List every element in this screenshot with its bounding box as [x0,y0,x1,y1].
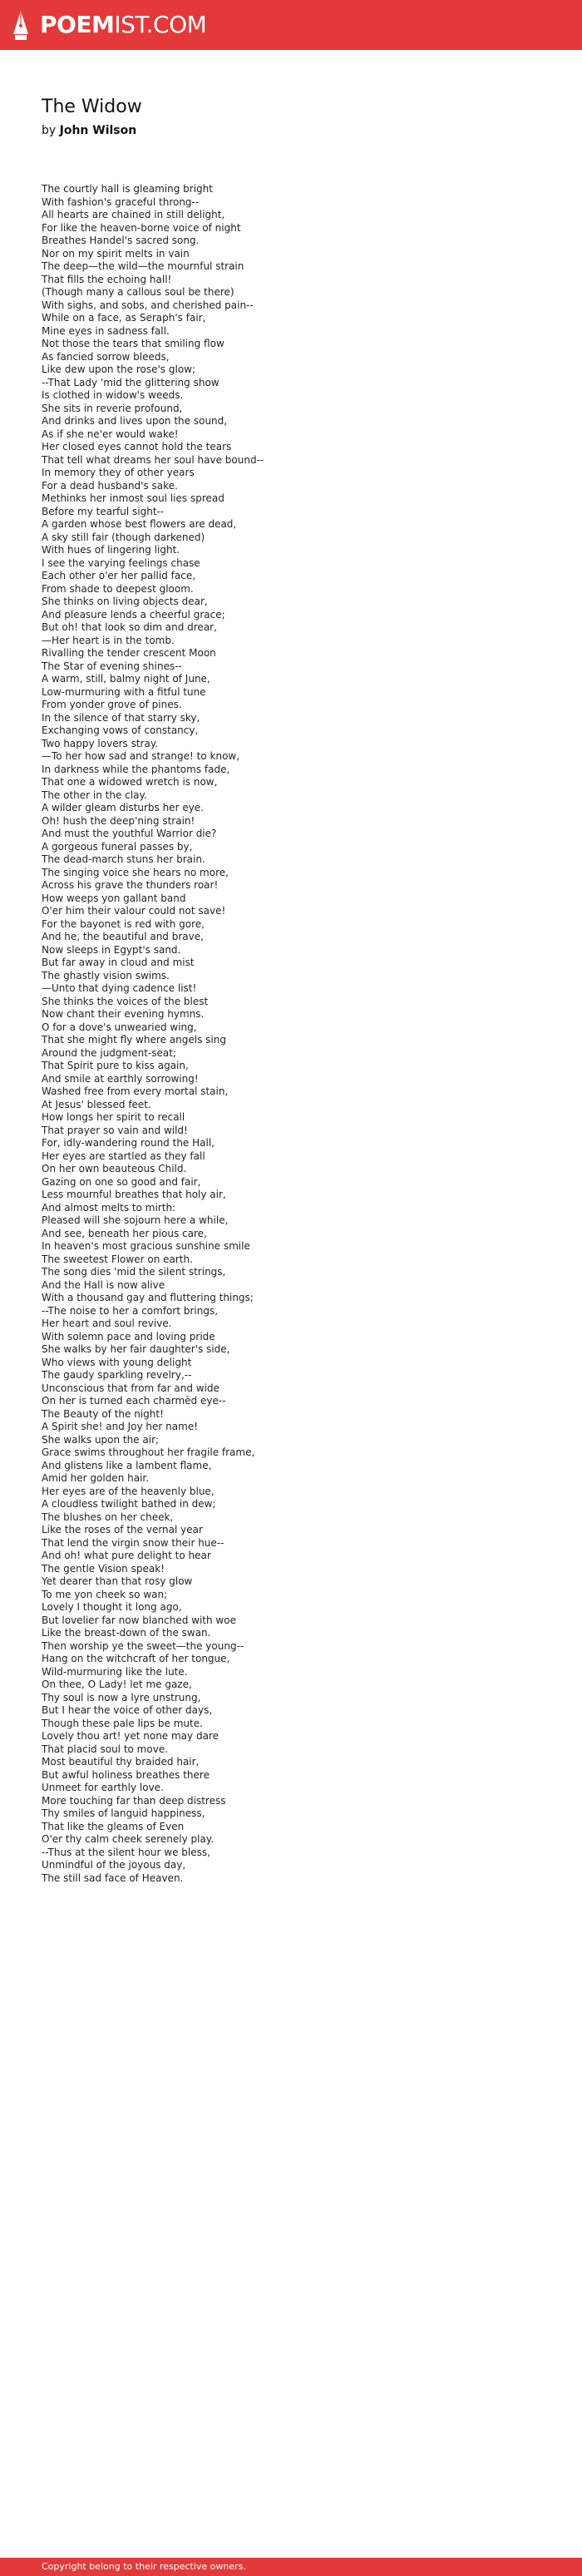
poem-line: Across his grave the thunders roar! [42,879,219,891]
poem-title: The Widow [42,96,142,117]
poem-line: (Though many a callous soul be there) [42,286,234,298]
poem-line: The still sad face of Heaven. [42,1871,184,1884]
poem-line: With solemn pace and loving pride [42,1330,215,1342]
poem-line: And smile at earthly sorrowing! [42,1072,199,1085]
poem-line: With fashion's graceful throng-- [42,195,200,208]
poem-line: In heaven's most gracious sunshine smile [42,1240,250,1252]
poem-line: In darkness while the phantoms fade, [42,763,230,775]
poem-line: Low-murmuring with a fitful tune [42,685,206,698]
poem-line: But I hear the voice of other days, [42,1704,213,1716]
poem-line: Like the roses of the vernal year [42,1524,203,1535]
poem-line: At Jesus' blessed feet. [42,1098,151,1110]
poem-line: Like the breast-down of the swan. [42,1627,211,1639]
poem-line: Each other o'er her pallid face, [42,570,196,581]
poem-line: Mine eyes in sadness fall. [42,324,170,337]
poem-line: While on a face, as Seraph's fair, [42,312,206,324]
poem-line: —Her heart is in the tomb. [42,634,175,646]
site-footer [0,2558,582,2576]
poem-line: On her is turned each charmèd eye-- [42,1395,226,1407]
poem-line: Unconscious that from far and wide [42,1382,219,1394]
poem-line: Lovely thou art! yet none may dare [42,1730,219,1742]
poem-line: The Star of evening shines-- [42,660,182,672]
poem-line: As if she ne'er would wake! [42,428,179,440]
poem-line: O for a dove's unwearied wing, [42,1021,197,1033]
author-link[interactable]: John Wilson [59,124,137,137]
poem-line: But awful holiness breathes there [42,1768,210,1781]
poem-line: The deep—the wild—the mournful strain [42,260,244,272]
poem-line: And drinks and lives upon the sound, [42,415,228,427]
poem-line: And oh! what pure delight to hear [42,1550,211,1561]
poem-line: A wilder gleam disturbs her eye. [42,802,204,813]
poem-line: How weeps yon gallant band [42,892,186,904]
poem-line: Her closed eyes cannot hold the tears [42,441,232,452]
poem-line: Washed free from every mortal stain, [42,1085,229,1097]
poem-body [42,183,540,1885]
poem-line: The Beauty of the night! [42,1407,164,1420]
poem-line: Oh! hush the deep'ning strain! [42,814,195,827]
poem-line: That she might fly where angels sing [42,1034,226,1046]
poem-line: O'er him their valour could not save! [42,905,226,917]
poem-line: That one a widowed wretch is now, [42,776,218,788]
poem-line: More touching far than deep distress [42,1794,226,1807]
byline [42,122,136,139]
poem-line: With sighs, and sobs, and cherished pain-- [42,299,254,311]
poem-line: That Spirit pure to kiss again, [42,1060,189,1071]
pen-nib-icon [12,9,30,41]
poem-line: Pleased will she sojourn here a while, [42,1214,229,1226]
poem-line: Amid her golden hair. [42,1472,150,1484]
poem-line: --The noise to her a comfort brings, [42,1304,219,1317]
poem-line: The gaudy sparkling revelry,-- [42,1369,192,1381]
poem-line: As fancied sorrow bleeds, [42,350,170,363]
poem-line: In memory they of other years [42,467,195,478]
poem-line: Thy smiles of languid happiness, [42,1807,205,1819]
poem-line: The blushes on her cheek, [42,1510,174,1523]
poem-line: --Thus at the silent hour we bless, [42,1846,210,1858]
poem-line: For, idly-wandering round the Hall, [42,1137,215,1149]
poem-line: Methinks her inmost soul lies spread [42,492,224,504]
poem-line: How longs her spirit to recall [42,1111,185,1123]
poem-line: And pleasure lends a cheerful grace; [42,608,225,621]
poem-line: Exchanging vows of constancy, [42,724,199,736]
poem-line: From shade to deepest gloom. [42,582,194,595]
poem-line: The dead-march stuns her brain. [42,853,205,865]
poem-line: The song dies 'mid the silent strings, [42,1266,226,1278]
poem-line: And see, beneath her pious care, [42,1227,207,1239]
poem-line: All hearts are chained in still delight, [42,209,225,220]
poem-line: But lovelier far now blanched with woe [42,1614,236,1626]
poem-line: Thy soul is now a lyre unstrung, [42,1691,201,1703]
poem-line: She walks upon the air; [42,1433,160,1446]
poem-line: Grace swims throughout her fragile frame, [42,1446,255,1458]
poem-line: Most beautiful thy braided hair, [42,1756,200,1768]
poem-line: That tell what dreams her soul have bound-- [42,453,264,466]
poem-line: Lovely I thought it long ago, [42,1601,182,1613]
poem-line: The other in the clay. [42,789,147,801]
poem-line: Who views with young delight [42,1356,192,1368]
poem-line: Two happy lovers stray. [42,737,159,749]
poem-line: And must the youthful Warrior die? [42,828,217,839]
site-logo-link[interactable] [40,11,206,39]
poem-line: From yonder grove of pines. [42,699,182,710]
poem-line: And the Hall is now alive [42,1278,165,1291]
poem-line: Is clothed in widow's weeds. [42,389,184,401]
poem-line: And he, the beautiful and brave, [42,931,204,942]
poem-line: Like dew upon the rose's glow; [42,363,196,375]
poem-line: Though these pale lips be mute. [42,1717,203,1729]
poem-line: Before my tearful sight-- [42,505,165,517]
poem-line: I see the varying feelings chase [42,556,200,569]
poem-line: She thinks on living objects dear, [42,596,208,607]
site-header [0,0,582,50]
poem-line: On her own beauteous Child. [42,1163,187,1174]
poem-line: That placid soul to move. [42,1743,169,1755]
poem-line: A warm, still, balmy night of June, [42,673,210,685]
poem-line: —Unto that dying cadence list! [42,982,197,994]
poem-line: The singing voice she hears no more, [42,866,229,878]
poem-line: Not those the tears that smiling flow [42,338,224,349]
poem-line: For a dead husband's sake. [42,479,178,492]
poem-line: The ghastly vision swims. [42,969,170,981]
poem-line: For like the heaven-borne voice of night [42,221,241,234]
poem-line: Rivalling the tender crescent Moon [42,647,216,659]
poem-line: And almost melts to mirth: [42,1201,176,1214]
byline-prefix: by [42,124,57,137]
poem-line: Unmindful of the joyous day, [42,1859,186,1871]
poem-line: Nor on my spirit melts in vain [42,247,190,260]
copyright-text: Copyright belong to their respective owners. [42,2561,246,2572]
poem-line: In the silence of that starry sky, [42,711,200,724]
poem-line: On thee, O Lady! let me gaze, [42,1679,192,1690]
poem-line: A cloudless twilight bathed in dew; [42,1498,216,1510]
poem-line: A Spirit she! and Joy her name! [42,1421,199,1432]
poem-line: A sky still fair (though darkened) [42,531,205,543]
poem-line: Yet dearer than that rosy glow [42,1575,193,1587]
poem-line: And glistens like a lambent flame, [42,1459,212,1471]
poem-line: A garden whose best flowers are dead, [42,518,237,530]
poem-line: O'er thy calm cheek serenely play. [42,1833,215,1845]
poem-line: Breathes Handel's sacred song. [42,235,200,246]
poem-line: Then worship ye the sweet—the young-- [42,1639,244,1652]
poem-line: With hues of lingering light. [42,544,180,556]
poem-line: She thinks the voices of the blest [42,995,209,1007]
poem-line: Unmeet for earthly love. [42,1782,164,1793]
poem-line: That lend the virgin snow their hue-- [42,1536,224,1549]
poem-line: Now sleeps in Egypt's sand. [42,943,181,956]
poem-line: For the bayonet is red with gore, [42,917,205,930]
logo-bold-text: POEM [40,11,115,38]
poem-line: The gentle Vision speak! [42,1562,165,1575]
poem-line: That prayer so vain and wild! [42,1124,188,1136]
poem-line: Her heart and soul revive. [42,1318,172,1329]
poem-line: —To her how sad and strange! to know, [42,750,240,762]
poem-line: But oh! that look so dim and drear, [42,621,217,633]
poem-line: Less mournful breathes that holy air, [42,1189,226,1200]
poem-line: That like the gleams of Even [42,1820,185,1832]
poem-line: She sits in reverie profound, [42,402,183,414]
poem-line: The sweetest Flower on earth. [42,1253,193,1265]
poem-line: Her eyes are of the heavenly blue, [42,1485,215,1497]
poem-line: The courtly hall is gleaming bright [42,183,213,195]
logo-light-text: IST.COM [114,11,207,38]
poem-line: Her eyes are startled as they fall [42,1150,205,1162]
poem-line: With a thousand gay and fluttering things; [42,1292,254,1303]
poem-line: A gorgeous funeral passes by, [42,840,193,853]
poem-line: To me yon cheek so wan; [42,1588,168,1600]
poem-line: --That Lady 'mid the glittering show [42,376,219,388]
poem-line: She walks by her fair daughter's side, [42,1343,230,1355]
poem-line: Hang on the witchcraft of her tongue, [42,1653,230,1664]
poem-line: Around the judgment-seat; [42,1046,176,1059]
poem-line: Now chant their evening hymns. [42,1008,205,1020]
poem-line: That fills the echoing hall! [42,273,172,285]
poem-line: Wild-murmuring like the lute. [42,1665,188,1678]
poem-line: But far away in cloud and mist [42,957,195,968]
poem-line: Gazing on one so good and fair, [42,1175,201,1188]
